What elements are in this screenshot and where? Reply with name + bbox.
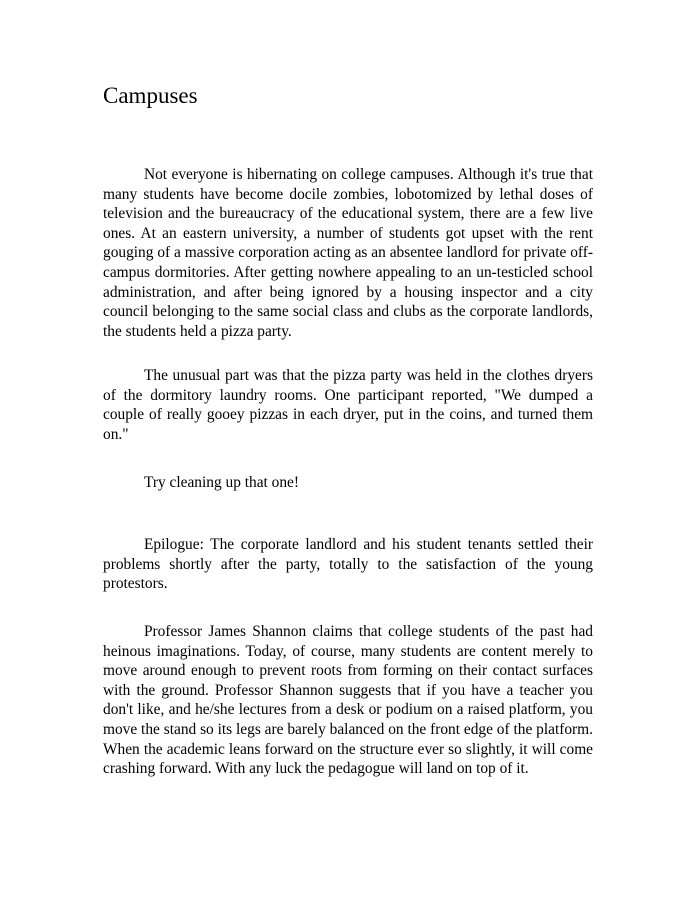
paragraph-try-cleaning: Try cleaning up that one! [144, 474, 300, 491]
page-title: Campuses [103, 83, 198, 108]
paragraph-professor-shannon: Professor James Shannon claims that college students of the past had heinous imaginations. Today, of course, many students are content merely to move around enough to prevent roots from forming on their contact surfaces with the ground. Professor Shannon suggests that if you have a teacher you don't like, and he/she lectures from a desk or podium on a raised platform, you move the stand so its legs are barely balanced on the front edge of the platform. When the academic leans forward on the structure ever so slightly, it will come crashing forward. With any luck the pedagogue will land on top of it. [103, 623, 593, 778]
paragraph-intro: Not everyone is hibernating on college campuses. Although it's true that many students have become docile zombies, lobotomized by lethal doses of television and the bureaucracy of the educational system, there are a few live ones. At an eastern university, a number of students got upset with the rent gouging of a massive corporation acting as an absentee landlord for private off-campus dormitories. After getting nowhere appealing to an un-testicled school administration, and after being ignored by a housing inspector and a city council belonging to the same social class and clubs as the corporate landlords, the students held a pizza party. [103, 166, 593, 340]
paragraph-epilogue: Epilogue: The corporate landlord and his student tenants settled their problems shortly after the party, totally to the satisfaction of the young protestors. [103, 536, 593, 593]
paragraph-pizza-party: The unusual part was that the pizza party was held in the clothes dryers of the dormitory laundry rooms. One participant reported, "We dumped a couple of really gooey pizzas in each dryer, put in the coins, and turned them on." [103, 367, 593, 443]
